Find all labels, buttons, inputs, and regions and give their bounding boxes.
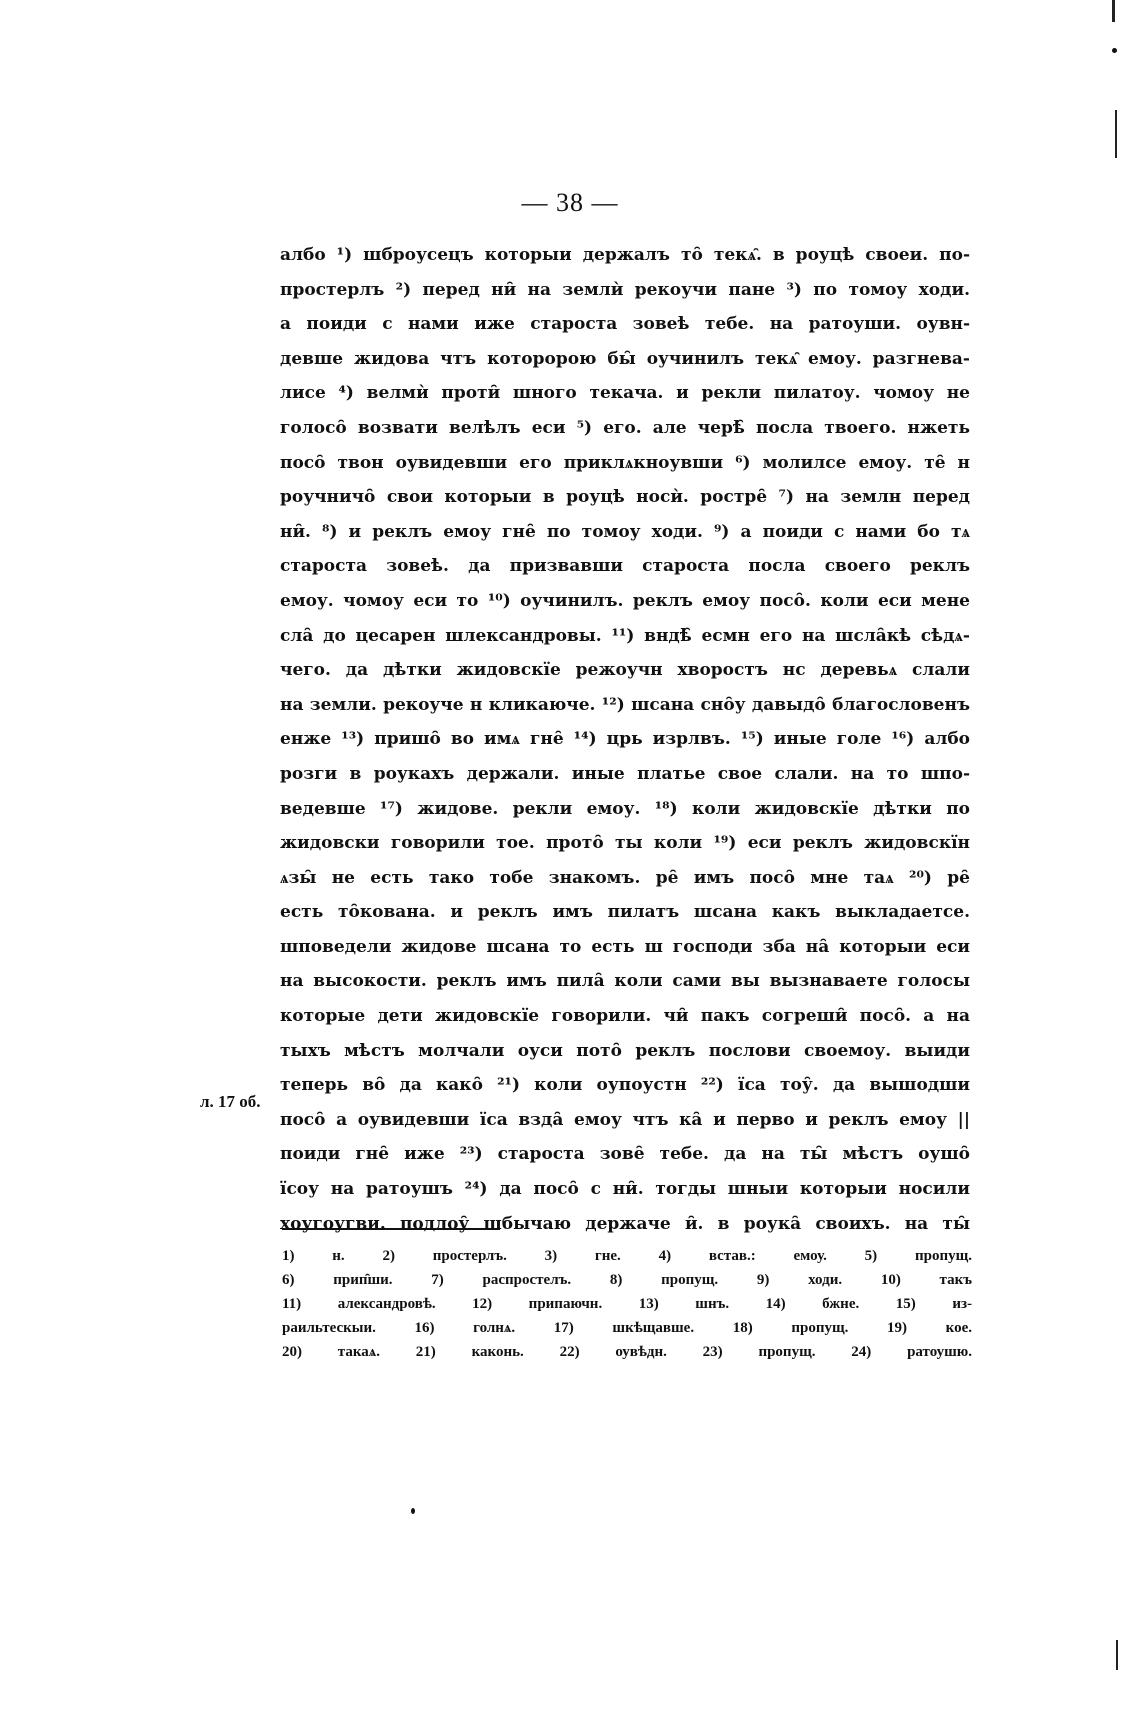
- footnote-line: раильтескыи. 16) голнѧ. 17) шкѣщавше. 18) пропущ. 19) кое.: [282, 1320, 972, 1336]
- text-line: голосо̑ возвати велѣлъ еси ⁵) его. але черѣ̑ посла твоего. нжеть: [280, 417, 970, 438]
- text-line: на земли. рекоуче н кликаюче. ¹²) шсана сно̑у давыдо̑ благословенъ: [280, 694, 970, 715]
- scan-edge-mark: [1112, 0, 1115, 22]
- margin-note: л. 17 об.: [200, 1092, 261, 1111]
- text-line: посо̑ твон оувидевши его приклѧкноувши ⁶) молилсе емоу. те̑ н: [280, 452, 970, 473]
- scan-speck: [1112, 48, 1117, 53]
- text-line: лисе ⁴) велмѝ проти̑ шного текача. и рекли пилатоу. чомоу не: [280, 383, 970, 404]
- text-line: роучничо̑ свои которыи в роуцѣ носѝ. ростре̑ ⁷) на землн перед: [280, 487, 970, 508]
- text-line: тыхъ мѣстъ молчали оуси пото̑ реклъ послови своемоу. выиди: [280, 1040, 970, 1061]
- text-line: енже ¹³) пришо̑ во имѧ гне̑ ¹⁴) црь изрлвъ. ¹⁵) иные голе ¹⁶) албо: [280, 729, 970, 750]
- text-line: сла̑ до цесарен шлександровы. ¹¹) вндѣ̑ есмн его на шсла̑кѣ сѣдѧ-: [280, 625, 970, 646]
- text-line: поиди гне̑ иже ²³) староста зове̑ тебе. да на ты̑ мѣстъ оушо̑: [280, 1144, 970, 1165]
- text-line: простерлъ ²) перед ни̑ на землѝ рекоучи пане ³) по томоу ходи.: [280, 279, 970, 300]
- text-line: їсоу на ратоушъ ²⁴) да посо̑ с ни̑. тогды шныи которыи носили: [280, 1179, 970, 1200]
- text-line: посо̑ а оувидевши їса взда̑ емоу чтъ ка̑ и перво и реклъ емоу ||: [280, 1109, 970, 1130]
- body-text: [280, 238, 970, 1241]
- text-line: розги в роукахъ держали. иные платье свое слали. на то шпо-: [280, 763, 970, 784]
- text-line: ѧзы̑ не есть тако тобе знакомъ. ре̑ имъ посо̑ мне таѧ ²⁰) ре̑: [280, 867, 970, 888]
- text-line: ведевше ¹⁷) жидове. рекли емоу. ¹⁸) коли жидовскїе дѣтки по: [280, 798, 970, 819]
- text-line: шповедели жидове шсана то есть ш господи зба на̑ которыи еси: [280, 936, 970, 957]
- scan-edge-mark: [1116, 1640, 1118, 1670]
- text-line: которые дети жидовскїе говорили. чи̑ пакъ согреши̑ посо̑. а на: [280, 1006, 970, 1027]
- text-line: албо ¹) шброусецъ которыи держалъ то̑ текѧ̑. в роуцѣ своеи. по-: [280, 245, 970, 265]
- text-line: хоугоугви. подлоу̑ шбычаю держаче и̑. в роука̑ своихъ. на ты̑: [280, 1213, 970, 1234]
- text-line: на высокости. реклъ имъ пила̑ коли сами вы вызнаваете голосы: [280, 971, 970, 992]
- text-line: чего. да дѣтки жидовскїе режоучн хворостъ нс деревьѧ слали: [280, 660, 970, 681]
- footnote-line: 11) александровѣ. 12) припаючн. 13) шнъ. 14) бжне. 15) из-: [282, 1296, 972, 1312]
- page-number: — 38 —: [521, 188, 619, 217]
- footnote-divider: [282, 1228, 500, 1230]
- footnote-line: 1) н. 2) простерлъ. 3) гне. 4) встав.: емоу. 5) пропущ.: [282, 1248, 972, 1264]
- text-line: девше жидова чтъ которорою бы̑ оучинилъ текѧ̑ емоу. разгнева-: [280, 348, 970, 369]
- scan-edge-mark: [1115, 110, 1117, 158]
- text-line: жидовски говорили тое. прото̑ ты коли ¹⁹) еси реклъ жидовскїн: [280, 833, 970, 854]
- footnote-line: 20) такаѧ. 21) каконь. 22) оувѣдн. 23) пропущ. 24) ратоушю.: [282, 1344, 972, 1360]
- text-line: староста зовеѣ. да призвавши староста посла своего реклъ: [280, 556, 970, 577]
- text-line: есть то̑кована. и реклъ имъ пилатъ шсана какъ выкладаетсе.: [280, 902, 970, 923]
- text-line: ни̑. ⁸) и реклъ емоу гне̑ по томоу ходи. ⁹) а поиди с нами бо тѧ: [280, 521, 970, 542]
- text-line: теперь во̑ да како̑ ²¹) коли оупоустн ²²) їса тоу̑. да вышодши: [280, 1075, 970, 1096]
- footnote-line: 6) прип̑ши. 7) распростелъ. 8) пропущ. 9) ходи. 10) такъ: [282, 1272, 972, 1288]
- text-line: емоу. чомоу еси то ¹⁰) оучинилъ. реклъ емоу посо̑. коли еси мене: [280, 590, 970, 611]
- footnotes: [282, 1244, 972, 1364]
- scan-speck: [411, 1508, 415, 1514]
- text-line: а поиди с нами иже староста зовеѣ тебе. на ратоуши. оувн-: [280, 314, 970, 335]
